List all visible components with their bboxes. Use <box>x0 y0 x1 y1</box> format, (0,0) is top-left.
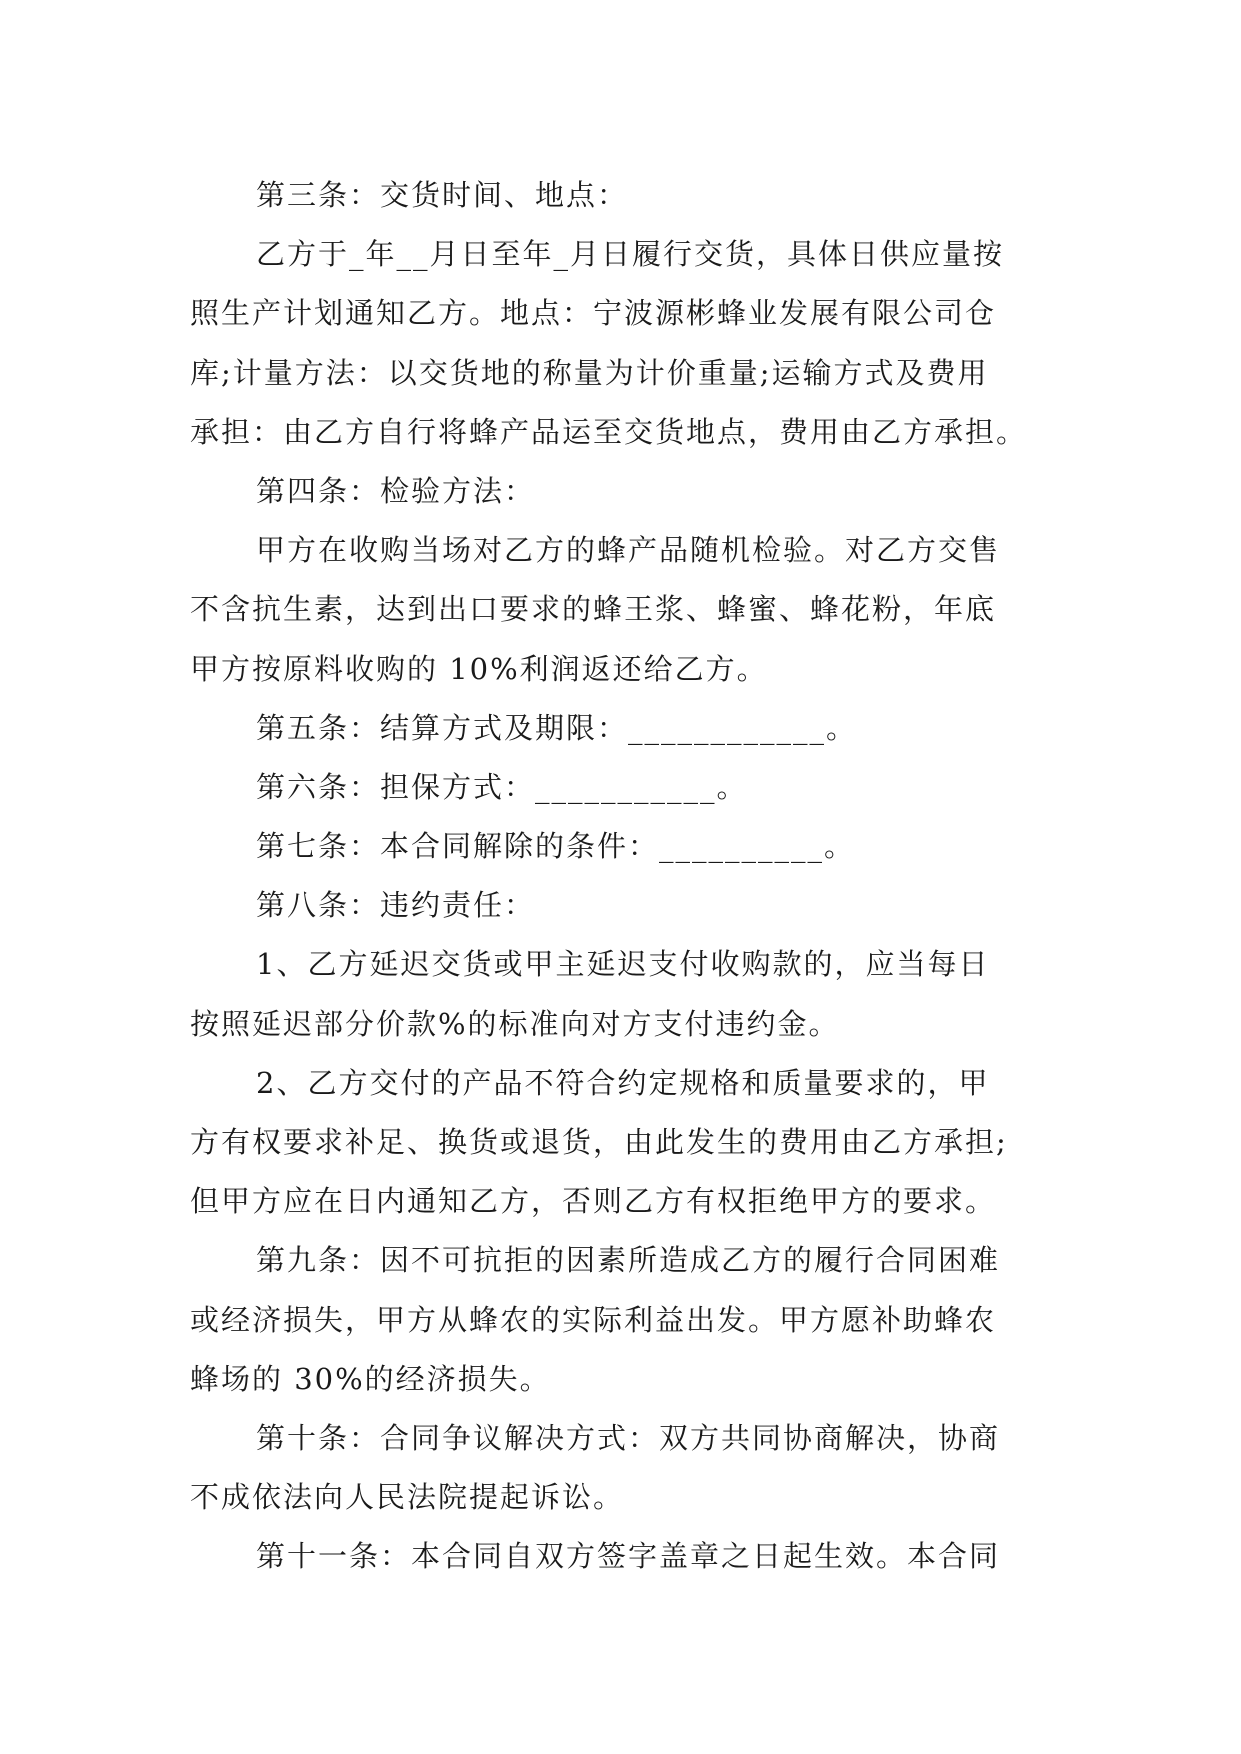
text-line: 1、乙方延迟交货或甲主延迟支付收购款的，应当每日 <box>256 947 990 982</box>
text-line: 第四条：检验方法： <box>256 473 536 508</box>
text-line: 甲方按原料收购的 10%利润返还给乙方。 <box>190 651 768 686</box>
text-line: 第八条：违约责任： <box>256 888 536 923</box>
text-line: 但甲方应在日内通知乙方，否则乙方有权拒绝甲方的要求。 <box>190 1184 997 1219</box>
text-line: 或经济损失，甲方从蜂农的实际利益出发。甲方愿补助蜂农 <box>190 1302 997 1337</box>
text-line: 乙方于_年__月日至年_月日履行交货，具体日供应量按 <box>256 237 1005 272</box>
text-line: 第十一条：本合同自双方签字盖章之日起生效。本合同 <box>256 1539 1001 1574</box>
text-line: 方有权要求补足、换货或退货，由此发生的费用由乙方承担; <box>190 1125 1008 1159</box>
text-line: 第三条：交货时间、地点： <box>256 178 629 212</box>
text-line: 第九条：因不可抗拒的因素所造成乙方的履行合同困难 <box>256 1243 1001 1278</box>
text-line: 第十条：合同争议解决方式：双方共同协商解决，协商 <box>256 1420 1001 1455</box>
text-line: 第七条：本合同解除的条件：__________。 <box>256 829 856 864</box>
text-line: 不成依法向人民法院提起诉讼。 <box>190 1480 625 1515</box>
text-line: 第六条：担保方式：___________。 <box>256 769 748 804</box>
text-line: 第五条：结算方式及期限：____________。 <box>256 710 858 745</box>
text-line: 甲方在收购当场对乙方的蜂产品随机检验。对乙方交售 <box>256 533 1001 568</box>
text-line: 按照延迟部分价款%的标准向对方支付违约金。 <box>190 1006 840 1041</box>
text-line: 2、乙方交付的产品不符合约定规格和质量要求的，甲 <box>256 1065 990 1100</box>
text-line: 照生产计划通知乙方。地点：宁波源彬蜂业发展有限公司仓 <box>190 296 997 331</box>
text-line: 蜂场的 30%的经济损失。 <box>190 1361 551 1396</box>
text-line: 库;计量方法：以交货地的称量为计价重量;运输方式及费用 <box>190 355 989 390</box>
text-line: 不含抗生素，达到出口要求的蜂王浆、蜂蜜、蜂花粉，年底 <box>190 592 997 627</box>
text-line: 承担：由乙方自行将蜂产品运至交货地点，费用由乙方承担。 <box>190 414 1028 449</box>
contract-body <box>190 166 1052 1587</box>
